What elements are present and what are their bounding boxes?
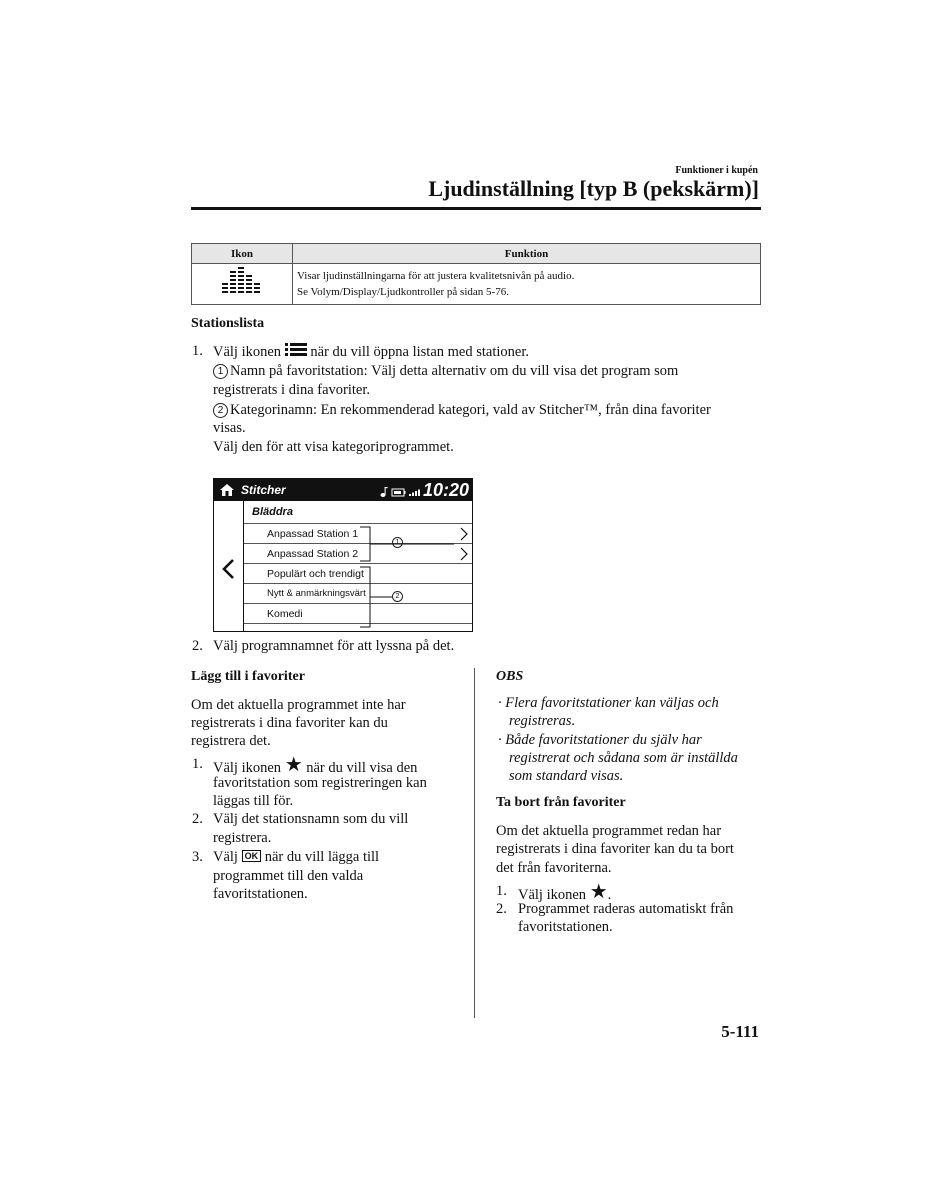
step1-note: Välj den för att visa kategoriprogrammet. — [213, 439, 454, 455]
remove-intro-3: det från favoriterna. — [496, 860, 612, 876]
table-row — [192, 264, 761, 305]
back-arrow-icon[interactable] — [221, 558, 235, 580]
remove-step2-line1: Programmet raderas automatiskt från — [518, 901, 734, 917]
remove-step1-pre: Välj ikonen — [518, 887, 587, 903]
callout1-line2: registrerats i dina favoriter. — [213, 382, 371, 398]
step-number: 1. — [192, 756, 203, 772]
callout1-text: Namn på favoritstation: Välj detta alternativ om du vill visa det program som — [230, 363, 679, 379]
fav-step1-pre: Välj ikonen — [213, 760, 282, 776]
step-number: 2. — [496, 901, 507, 917]
favorites-heading: Lägg till i favoriter — [191, 669, 305, 684]
fav-step1-line2: favoritstation som registreringen kan — [213, 775, 427, 791]
obs-bullet-2-line3: som standard visas. — [509, 768, 624, 784]
list-item-label: Anpassad Station 1 — [267, 528, 359, 540]
function-text-line2: Se Volym/Display/Ljudkontroller på sidan 5-76. — [297, 286, 509, 298]
favorites-intro-2: registrerats i dina favoriter kan du — [191, 715, 388, 731]
fav-step3-line2: programmet till den valda — [213, 868, 364, 884]
star-icon: ★ — [284, 752, 303, 776]
page-title: Ljudinställning [typ B (pekskärm)] — [428, 176, 759, 201]
callout2-line1 — [213, 401, 711, 420]
section-label: Funktioner i kupén — [675, 165, 758, 176]
ok-icon: OK — [242, 850, 262, 862]
screen-status-bar — [214, 479, 472, 501]
function-text-line1: Visar ljudinställningarna för att justera kvalitetsnivån på audio. — [297, 270, 575, 282]
favorites-intro-3: registrera det. — [191, 733, 271, 749]
table-cell-function — [293, 264, 761, 305]
obs-heading: OBS — [496, 669, 524, 684]
table-cell-icon — [192, 264, 293, 305]
table-header-icon: Ikon — [192, 244, 293, 264]
screen-clock: 10:20 — [422, 480, 469, 500]
screen-callout-2: 2 — [392, 591, 405, 602]
remove-intro-1: Om det aktuella programmet redan har — [496, 823, 722, 839]
status-icons — [380, 486, 422, 498]
callout2-text: Kategorinamn: En rekommenderad kategori, vald av Stitcher™, från dina favoriter — [230, 402, 711, 418]
remove-step1-post: . — [607, 887, 612, 903]
list-item-label: Nytt & anmärkningsvärt — [267, 588, 366, 599]
fav-step1-post: när du vill visa den — [306, 760, 418, 776]
step-number: 1. — [192, 343, 203, 359]
callout-marker-1: 1 — [213, 364, 228, 379]
screen-app-title: Stitcher — [241, 483, 286, 497]
step-number: 2. — [192, 638, 203, 654]
column-divider — [474, 668, 475, 1018]
fav-step2-line2: registrera. — [213, 830, 272, 846]
screen-callout-1: 1 — [392, 537, 405, 548]
fav-step3-line1 — [213, 848, 379, 867]
step-number: 2. — [192, 811, 203, 827]
callout1-line1 — [213, 362, 678, 381]
chevron-right-icon — [460, 527, 468, 541]
chevron-right-icon — [460, 547, 468, 561]
step1-pre: Välj ikonen — [213, 344, 282, 360]
list-item-label: Anpassad Station 2 — [267, 548, 359, 560]
favorites-intro-1: Om det aktuella programmet inte har — [191, 697, 406, 713]
stationslista-heading: Stationslista — [191, 316, 265, 331]
star-icon: ★ — [589, 879, 608, 903]
step1-post: när du vill öppna listan med stationer. — [310, 344, 529, 360]
remove-heading: Ta bort från favoriter — [496, 795, 626, 810]
stitcher-screen — [213, 478, 473, 632]
step2-text: Välj programnamnet för att lyssna på det. — [213, 638, 455, 654]
fav-step2-line1: Välj det stationsnamn som du vill — [213, 811, 409, 827]
list-item-label: Komedi — [267, 608, 303, 620]
obs-bullet-1: · Flera favoritstationer kan väljas och — [498, 695, 719, 711]
callout-marker-2: 2 — [213, 403, 228, 418]
screen-browse-heading: Bläddra — [252, 506, 293, 518]
page-number: 5-111 — [721, 1022, 759, 1041]
screen-back-panel[interactable] — [214, 501, 244, 631]
list-item-label: Populärt och trendigt — [267, 568, 364, 580]
fav-step3-line3: favoritstationen. — [213, 886, 308, 902]
obs-bullet-2: · Både favoritstationer du själv har — [498, 732, 702, 748]
home-icon — [220, 484, 234, 496]
fav-step1-line3: läggas till för. — [213, 793, 294, 809]
icon-function-table — [191, 243, 761, 305]
step-number: 3. — [192, 849, 203, 865]
step1-line — [213, 342, 529, 362]
remove-step2-line2: favoritstationen. — [518, 919, 613, 935]
list-icon — [285, 342, 307, 357]
title-rule — [191, 207, 761, 210]
step-number: 1. — [496, 883, 507, 899]
obs-bullet-1-line2: registreras. — [509, 713, 576, 729]
fav-step3-post: när du vill lägga till — [264, 849, 380, 865]
remove-intro-2: registrerats i dina favoriter kan du ta bort — [496, 841, 734, 857]
equalizer-icon — [222, 265, 262, 299]
obs-bullet-2-line2: registrerat och sådana som är inställda — [509, 750, 738, 766]
callout2-line2: visas. — [213, 420, 246, 436]
table-header-function: Funktion — [293, 244, 761, 264]
fav-step3-pre: Välj — [213, 849, 238, 865]
